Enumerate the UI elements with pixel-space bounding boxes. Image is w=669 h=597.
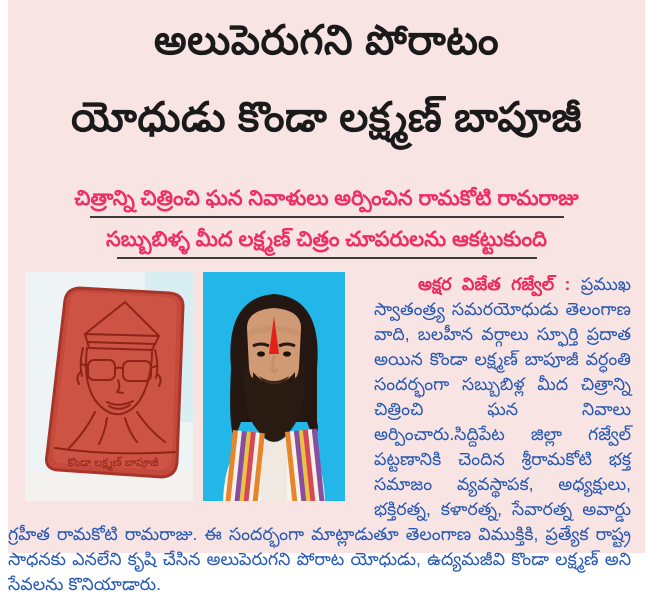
soap-carving-illustration xyxy=(25,272,193,501)
soap-carving-photo xyxy=(25,272,193,501)
artist-portrait-illustration xyxy=(203,272,345,501)
subheading-2: సబ్బుబిళ్ళ మీద లక్ష్మణ్ చిత్రం చూపరులను ఆకట్టుకుంది xyxy=(106,228,547,251)
artist-portrait-photo xyxy=(203,272,345,501)
byline: అక్షర విజేత గజ్వేల్ : xyxy=(418,274,581,294)
body-text: ప్రముఖ స్వాతంత్ర్య సమరయోధుడు తెలంగాణ వాది, బలహీన వర్గాలు స్ఫూర్తి ప్రదాత అయిన కొండా లక్ష్మణ్ బాపూజీ వర్ధంతి సందర్భంగా సబ్బుబిళ్ల మీద చిత్రాన్ని చిత్రించి ఘన నివాలు అర్పించారు.సిద్దిపేట జిల్లా గజ్వేల్ పట్టణానికి చెందిన శ్రీరామకోటి భక్త సమాజం వ్యవస్థాపక, అధ్యక్షులు, భక్తిరత్న, కళారత్న, సేవారత్న అవార్డు గ్రహీత రామకోటి రామరాజు. ఈ సందర్భంగా మాట్లాడుతూ xyxy=(8,274,631,544)
divider-rule-2 xyxy=(117,257,537,259)
closing-text: తెలంగాణ విముక్తికి, ప్రత్యేక రాష్ట్ర సాధనకు ఎనలేని కృషి చేసిన అలుపెరుగని పోరాట యోధుడు, ఉద్యమజీవి కొండా లక్ష్మణ్ అని సేవలను కొనియాడారు. xyxy=(8,524,631,594)
soap-carved-text: కొండా లక్ష్మణ్ బాపూజీ xyxy=(67,457,159,469)
news-article-panel xyxy=(8,0,645,594)
subheading-1: చిత్రాన్ని చిత్రించి ఘన నివాళులు అర్పించిన రామకోటి రామరాజు xyxy=(74,187,579,210)
divider-rule-1 xyxy=(90,216,564,218)
headline-line-2: యోధుడు కొండా లక్ష్మణ్ బాపూజీ xyxy=(70,94,583,140)
headline-line-1: అలుపెరుగని పోరాటం xyxy=(153,17,500,63)
article-body xyxy=(8,272,645,597)
headline xyxy=(8,0,645,156)
photo-strip xyxy=(25,272,365,501)
